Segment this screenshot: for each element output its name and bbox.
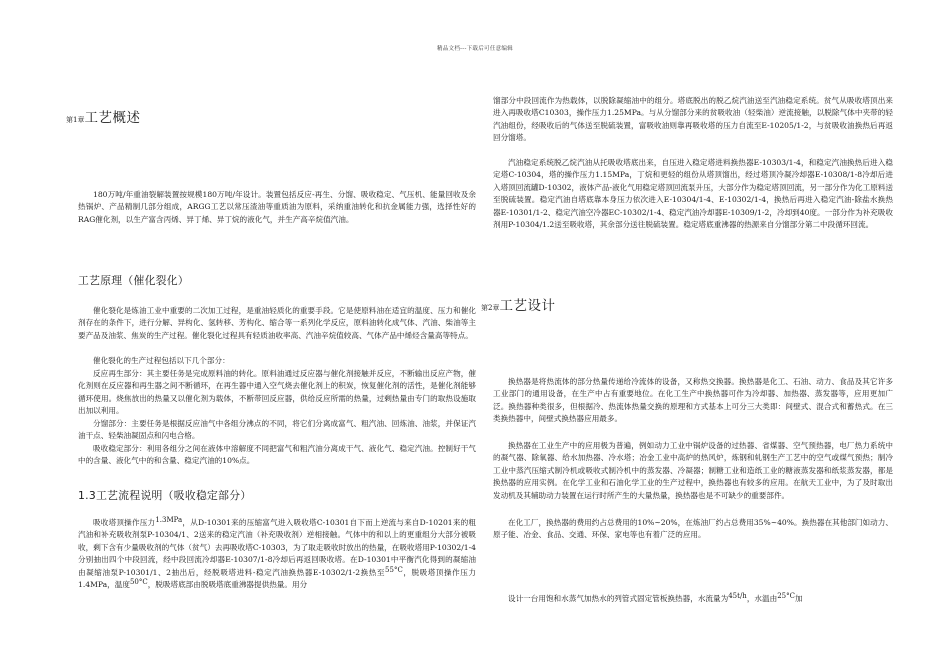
chapter-1-prefix: 第1章 [66,116,85,124]
page-header: 精品文档---下载后可任意编辑 [436,46,514,52]
pressure-value: 1.3MPa [155,516,183,524]
flow-text-part-2: ，从D-10301来的压缩富气进入吸收塔C-10301自下而上逆流与来自D-10201来的粗汽油和补充吸收剂泵P-10304/1、2送来的稳定汽油（补充吸收剂）逆相接触。气体中的和以上的更重组分大部分被吸收，剩下含有少量吸收剂的气体（贫气）去再吸收塔C-10303，为了取走吸收时放出的热量，在吸收塔用P-10302/1-4分别抽出四个中段回流，经中段回流冷却器E-10307/1-8冷却后再返回吸收塔。在D-10301中平衡汽化得到的凝缩油由凝缩油泵P-10301/1、2抽出后，经脱吸塔进料-稳定汽油换热器E-10302/1-2换热至 [78,518,476,577]
principle-paragraph-1: 催化裂化是炼油工业中重要的二次加工过程，是重油轻质化的重要手段。它是使原料油在适宜的温度、压力和催化剂存在的条件下，进行分解、异构化、氢转移、芳构化、缩合等一系列化学反应，原料油转化成气体、汽油、柴油等主要产品及油浆、焦炭的生产过程。催化裂化过程具有轻质油收率高、汽油辛烷值较高、气体产品中烯烃含量高等特点。 [78,306,476,340]
section-flow-heading: 1.3工艺流程说明（吸收稳定部分） [78,489,252,502]
flow-text-part-4: ，脱吸塔底部由脱吸塔底重沸器提供热量。用分 [147,580,308,590]
overview-paragraph: 180万吨/年重油裂解装置按规模180万吨/年设计。装置包括反应-再生、分馏、吸收稳定、气压机、能量回收及余热锅炉、产品精制几部分组成，ARGG工艺以常压渣油等重质油为原料，采纳重油转化和抗金属能力强，选择性好的RAG催化剂，以生产富含丙烯、异丁烯、异丁烷的液化气，并生产高辛烷值汽油。 [78,190,476,224]
chapter-2-title: 工艺设计 [499,298,556,314]
principle-paragraph-2: 催化裂化的生产过程包括以下几个部分： [93,356,230,365]
chapter-2-heading [481,294,555,314]
flow-continued-paragraph: 馏部分中段回流作为热载体，以脱除凝缩油中的组分。塔底脱出的脱乙烷汽油送至汽油稳定系统。贫气从吸收塔顶出来进入再吸收塔C10303，操作压力1.25MPa。与从分馏部分来的贫吸收油（轻柴油）逆流接触，以脱除气体中夹带的轻汽油组份，经吸收后的气体送至脱硫装置，富吸收油则靠再吸收塔的压力自流至E-10205/1-2，与贫吸收油换热后再返回分馏塔。 [493,96,893,143]
design-text-part-3: 加 [794,594,803,603]
water-temperature-value: 25°C [777,592,795,600]
fractionation-paragraph: 分馏部分：主要任务是根据反应油气中各组分沸点的不同，将它们分离成富气、粗汽油、回炼油、油浆，并保证汽油干点、轻柴油凝固点和闪电合格。 [78,419,476,441]
reaction-regeneration-paragraph: 反应再生部分：其主要任务是完成原料油的转化。原料油通过反应器与催化剂接触并反应，不断输出反应产物，催化剂则在反应器和再生器之间不断循环，在再生器中通入空气烧去催化剂上的积炭，恢复催化剂的活性，是催化剂能够循环使用。烧焦放出的热量又以催化剂为载体，不断带回反应器，供给反应所需的热量，过剩热量由专门的取热设施取出加以利用。 [78,369,476,416]
design-task-paragraph [493,593,893,605]
chapter-1-heading [66,106,140,126]
temperature-value-1: 55°C [385,565,403,574]
temperature-value-2: 50°C [129,578,148,587]
heat-exchanger-intro-paragraph: 换热器是将热流体的部分热量传递给冷流体的设备，又称热交换器。换热器是化工、石油、动力、食品及其它许多工业部门的通用设备，在生产中占有重要地位。在化工生产中换热器可作为冷却器、加热器、蒸发器等，应用更加广泛。换热器种类很多，但根据冷、热流体热量交换的原理和方式基本上可分三大类即：间壁式、混合式和蓄热式。在三类换热器中，间壁式换热器应用最多。 [493,377,893,424]
flow-text-part-1: 吸收塔顶操作压力 [93,518,156,527]
chapter-1-title: 工艺概述 [84,110,141,126]
flow-text-part-3: ，脱吸塔顶操作压力1.4MPa，温度 [78,567,476,590]
heat-exchanger-applications-paragraph: 换热器在工业生产中的应用极为普遍，例如动力工业中锅炉设备的过热器、省煤器、空气预热器，电厂热力系统中的凝气器、除氧器、给水加热器、冷水塔；冶金工业中高炉的热风炉，炼钢和轧钢生产工艺中的空气或煤气预热；制冷工业中蒸汽压缩式制冷机或吸收式制冷机中的蒸发器、冷凝器；制糖工业和造纸工业的糖液蒸发器和纸浆蒸发器，都是换热器的应用实例。在化学工业和石油化学工业的生产过程中，换热器也有较多的应用。在航天工业中，为了及时取出发动机及其辅助动力装置在运行时所产生的大量热量，换热器也是不可缺少的重要部件。 [493,441,893,500]
absorption-stabilization-paragraph: 吸收稳定部分：利用各组分之间在液体中溶解度不同把富气和粗汽油分离成干气、液化气、稳定汽油。控制好干气中的含量、液化气中的和含量、稳定汽油的10%点。 [78,444,476,466]
gasoline-stabilization-paragraph: 汽油稳定系统脱乙烷汽油从托吸收塔底出来，自压进入稳定塔进料换热器E-10303/1-4，和稳定汽油换热后进入稳定塔C-10304，塔的操作压力1.15MPa，丁烷和更轻的组份从塔顶馏出，经过塔顶冷凝冷却器E-10308/1-8冷却后进入塔顶回流罐D-10302，液体产品-液化气用稳定塔顶回流泵升压，大部分作为稳定塔顶回流，另一部分作为化工原料送至脱硫装置。稳定汽油自塔底靠本身压力依次进入E-10304/1-4、E-10302/1-4，换热后再进入稳定汽油-除盐水换热器E-10301/1-2、稳定汽油空冷器EC-10302/1-4、稳定汽油冷却器E-10309/1-2，冷却到40度。一部分作为补充吸收剂用P-10304/1.2送至吸收塔，其余部分送往脱硫装置。稳定塔底重沸器的热源来自分馏部分第二中段循环回流。 [493,158,894,230]
flow-description-paragraph [78,517,476,591]
chapter-2-prefix: 第2章 [481,304,500,312]
design-text-part-2: ，水温由 [746,594,778,603]
water-flow-value: 45t/h [728,592,747,600]
design-text-part-1: 设计一台用饱和水蒸气加热水的列管式固定管板换热器，水流量为 [508,594,729,603]
heat-exchanger-cost-paragraph: 在化工厂，换热器的费用约占总费用的10%~20%，在炼油厂约占总费用35%~40%。换热器在其他部门如动力、原子能、冶金、食品、交通、环保、家电等也有着广泛的应用。 [493,518,893,540]
section-principle-heading: 工艺原理（催化裂化） [78,274,189,287]
